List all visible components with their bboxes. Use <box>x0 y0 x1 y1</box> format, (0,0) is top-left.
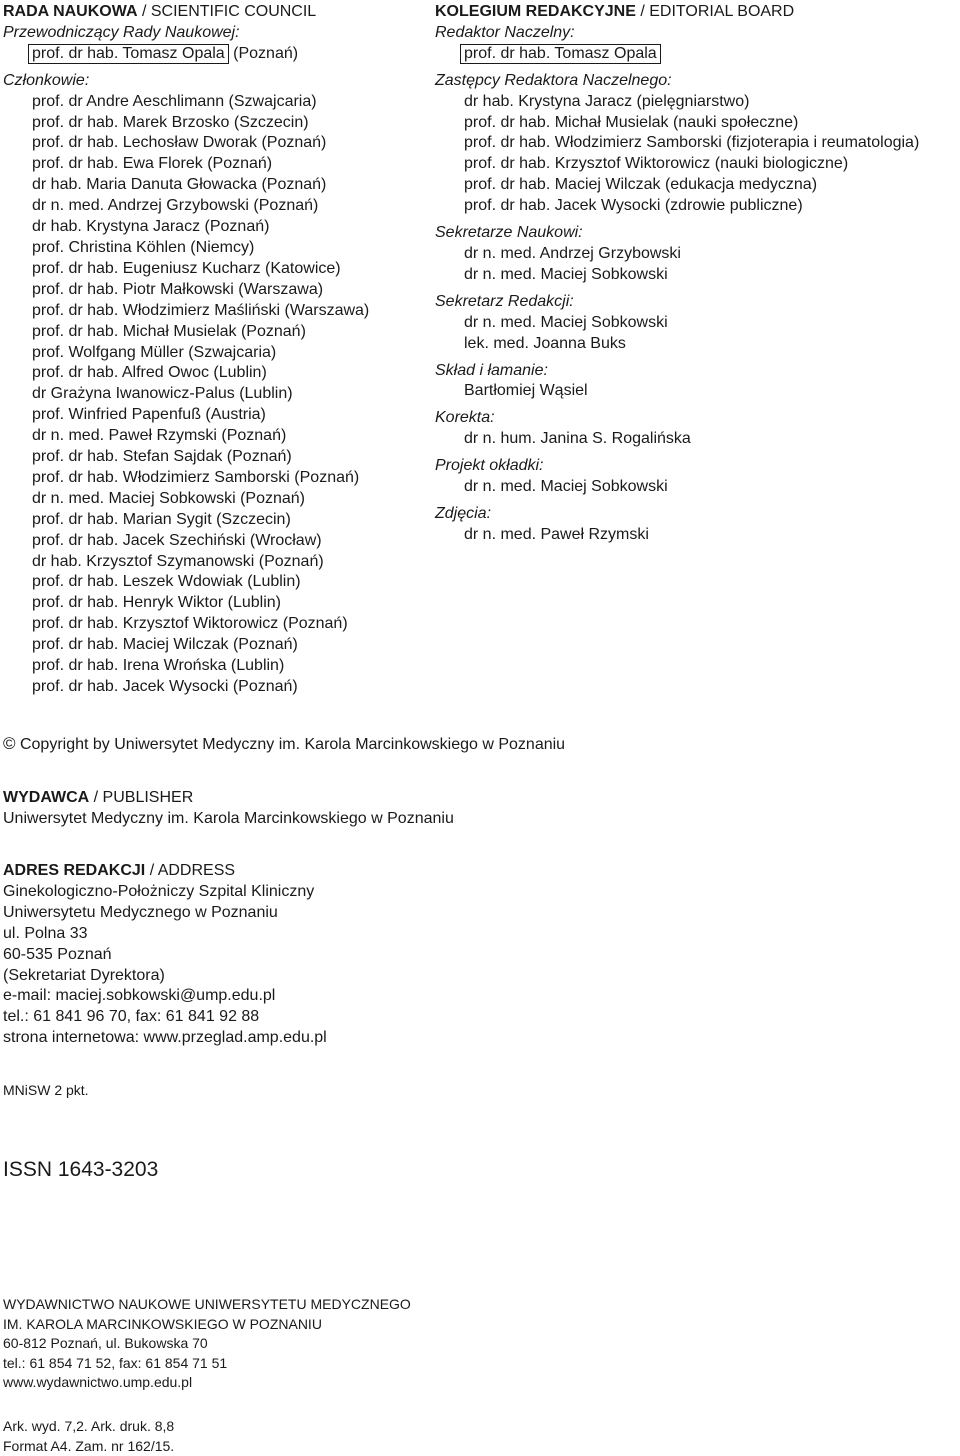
board-section-label: Korekta: <box>435 409 495 427</box>
address-section <box>3 861 903 1049</box>
address-line: Uniwersytetu Medycznego w Poznaniu <box>3 903 278 921</box>
council-member: prof. dr hab. Ewa Florek (Poznań) <box>32 155 273 173</box>
heading-rest: / ADDRESS <box>145 862 236 879</box>
council-member: prof. dr hab. Leszek Wdowiak (Lublin) <box>32 573 301 591</box>
deputy-editor: prof. dr hab. Krzysztof Wiktorowicz (nauki biologiczne) <box>464 155 849 173</box>
chair-name-boxed: prof. dr hab. Tomasz Opala <box>28 44 229 64</box>
board-section-label: Projekt okładki: <box>435 457 544 475</box>
council-member: prof. Christina Köhlen (Niemcy) <box>32 238 255 256</box>
editorial-board-section <box>435 2 960 546</box>
council-member: dr n. med. Paweł Rzymski (Poznań) <box>32 427 287 445</box>
heading-bold: ADRES REDAKCJI <box>3 862 146 879</box>
copyright-icon: © <box>3 734 16 753</box>
board-person: dr n. med. Andrzej Grzybowski <box>464 244 681 262</box>
heading-rest: / SCIENTIFIC COUNCIL <box>137 3 317 20</box>
print-line: Format A4. Zam. nr 162/15. <box>3 1437 175 1454</box>
university-press-section <box>3 1295 903 1393</box>
council-member: prof. dr hab. Alfred Owoc (Lublin) <box>32 364 267 382</box>
board-section-label: Sekretarze Naukowi: <box>435 224 583 242</box>
council-member: prof. dr hab. Włodzimierz Maśliński (Warszawa) <box>32 301 370 319</box>
editor-name-boxed: prof. dr hab. Tomasz Opala <box>460 44 661 64</box>
press-line: tel.: 61 854 71 52, fax: 61 854 71 51 <box>3 1354 228 1371</box>
editor-label: Redaktor Naczelny: <box>435 23 575 41</box>
board-person: lek. med. Joanna Buks <box>464 334 626 352</box>
press-line: IM. KAROLA MARCINKOWSKIEGO W POZNANIU <box>3 1315 322 1332</box>
council-member: prof. dr hab. Michał Musielak (Poznań) <box>32 322 306 340</box>
board-section-names <box>435 429 960 450</box>
heading-bold: WYDAWCA <box>3 789 90 806</box>
deputy-editor: prof. dr hab. Włodzimierz Samborski (fizjoterapia i reumatologia) <box>464 134 920 152</box>
board-sections <box>435 223 960 546</box>
council-member: dr hab. Krystyna Jaracz (Poznań) <box>32 218 270 236</box>
address-line: (Sekretariat Dyrektora) <box>3 966 165 984</box>
council-member: prof. dr hab. Krzysztof Wiktorowicz (Poznań) <box>32 615 348 633</box>
scientific-council-heading <box>3 2 423 23</box>
heading-rest: / EDITORIAL BOARD <box>635 3 795 20</box>
board-section-label: Zdjęcia: <box>435 504 492 522</box>
chair-city: (Poznań) <box>228 44 299 62</box>
council-member: dr n. med. Maciej Sobkowski (Poznań) <box>32 489 305 507</box>
heading-bold: KOLEGIUM REDAKCYJNE <box>435 3 636 20</box>
deputies-list <box>435 92 960 217</box>
address-line: Ginekologiczno-Położniczy Szpital Kliniczny <box>3 882 315 900</box>
board-section-names <box>435 244 960 286</box>
council-member: prof. dr hab. Maciej Wilczak (Poznań) <box>32 636 298 654</box>
members-list <box>3 92 423 698</box>
chair-line <box>3 44 423 65</box>
board-section-names <box>435 313 960 355</box>
council-member: prof. dr hab. Piotr Małkowski (Warszawa) <box>32 280 324 298</box>
address-line: e-mail: maciej.sobkowski@ump.edu.pl <box>3 987 276 1005</box>
issn: ISSN 1643-3203 <box>3 1158 159 1181</box>
mnisw-points: MNiSW 2 pkt. <box>3 1082 89 1098</box>
editor-line <box>435 44 960 65</box>
council-member: prof. Winfried Papenfuß (Austria) <box>32 406 266 424</box>
council-member: prof. dr hab. Marian Sygit (Szczecin) <box>32 510 291 528</box>
address-line: tel.: 61 841 96 70, fax: 61 841 92 88 <box>3 1008 260 1026</box>
deputy-editor: dr hab. Krystyna Jaracz (pielęgniarstwo) <box>464 92 750 110</box>
board-section-names <box>435 381 960 402</box>
board-section-names <box>435 525 960 546</box>
board-person: dr n. med. Maciej Sobkowski <box>464 265 668 283</box>
members-label: Członkowie: <box>3 71 90 89</box>
print-line: Ark. wyd. 7,2. Ark. druk. 8,8 <box>3 1418 175 1434</box>
board-person: dr n. hum. Janina S. Rogalińska <box>464 430 691 448</box>
chair-label: Przewodniczący Rady Naukowej: <box>3 23 240 41</box>
publisher-line: Uniwersytet Medyczny im. Karola Marcinkowskiego w Poznaniu <box>3 809 454 827</box>
board-person: dr n. med. Maciej Sobkowski <box>464 313 668 331</box>
heading-rest: / PUBLISHER <box>89 789 194 806</box>
address-line: ul. Polna 33 <box>3 924 88 942</box>
council-member: dr hab. Maria Danuta Głowacka (Poznań) <box>32 176 327 194</box>
council-member: prof. dr hab. Jacek Szechiński (Wrocław) <box>32 531 322 549</box>
council-member: prof. dr hab. Marek Brzosko (Szczecin) <box>32 113 309 131</box>
copyright-line <box>3 734 903 756</box>
board-section-names <box>435 477 960 498</box>
press-line: WYDAWNICTWO NAUKOWE UNIWERSYTETU MEDYCZNEGO <box>3 1296 411 1312</box>
print-info-section <box>3 1417 903 1456</box>
copyright-text: Copyright by Uniwersytet Medyczny im. Karola Marcinkowskiego w Poznaniu <box>15 736 566 753</box>
council-member: prof. dr hab. Eugeniusz Kucharz (Katowice) <box>32 259 341 277</box>
publisher-lines <box>3 809 903 830</box>
publisher-section <box>3 788 903 830</box>
council-member: prof. dr hab. Lechosław Dworak (Poznań) <box>32 134 327 152</box>
press-line: 60-812 Poznań, ul. Bukowska 70 <box>3 1335 208 1351</box>
deputy-editor: prof. dr hab. Michał Musielak (nauki społeczne) <box>464 113 799 131</box>
press-line: www.wydawnictwo.ump.edu.pl <box>3 1374 193 1390</box>
scientific-council-section <box>3 2 423 698</box>
council-member: prof. dr Andre Aeschlimann (Szwajcaria) <box>32 92 317 110</box>
council-member: prof. dr hab. Stefan Sajdak (Poznań) <box>32 448 292 466</box>
board-person: dr n. med. Paweł Rzymski <box>464 525 649 543</box>
council-member: prof. dr hab. Jacek Wysocki (Poznań) <box>32 678 298 695</box>
deputy-editor: prof. dr hab. Maciej Wilczak (edukacja medyczna) <box>464 176 818 194</box>
deputy-editor: prof. dr hab. Jacek Wysocki (zdrowie publiczne) <box>464 197 803 215</box>
council-member: prof. dr hab. Włodzimierz Samborski (Poznań) <box>32 468 360 486</box>
board-section-label: Skład i łamanie: <box>435 361 548 379</box>
address-line: 60-535 Poznań <box>3 945 112 963</box>
council-member: dr n. med. Andrzej Grzybowski (Poznań) <box>32 197 319 215</box>
board-person: Bartłomiej Wąsiel <box>464 382 588 400</box>
council-member: dr hab. Krzysztof Szymanowski (Poznań) <box>32 552 324 570</box>
address-lines <box>3 882 903 1049</box>
board-person: dr n. med. Maciej Sobkowski <box>464 478 668 496</box>
editorial-board-heading <box>435 2 960 23</box>
deputies-label: Zastępcy Redaktora Naczelnego: <box>435 71 672 89</box>
council-member: prof. dr hab. Henryk Wiktor (Lublin) <box>32 594 281 612</box>
council-member: dr Grażyna Iwanowicz-Palus (Lublin) <box>32 385 293 403</box>
publisher-heading <box>3 788 903 809</box>
heading-bold: RADA NAUKOWA <box>3 3 138 20</box>
address-line: strona internetowa: www.przeglad.amp.edu.pl <box>3 1029 327 1047</box>
council-member: prof. dr hab. Irena Wrońska (Lublin) <box>32 657 285 675</box>
board-section-label: Sekretarz Redakcji: <box>435 292 574 310</box>
address-heading <box>3 861 903 882</box>
council-member: prof. Wolfgang Müller (Szwajcaria) <box>32 343 277 361</box>
